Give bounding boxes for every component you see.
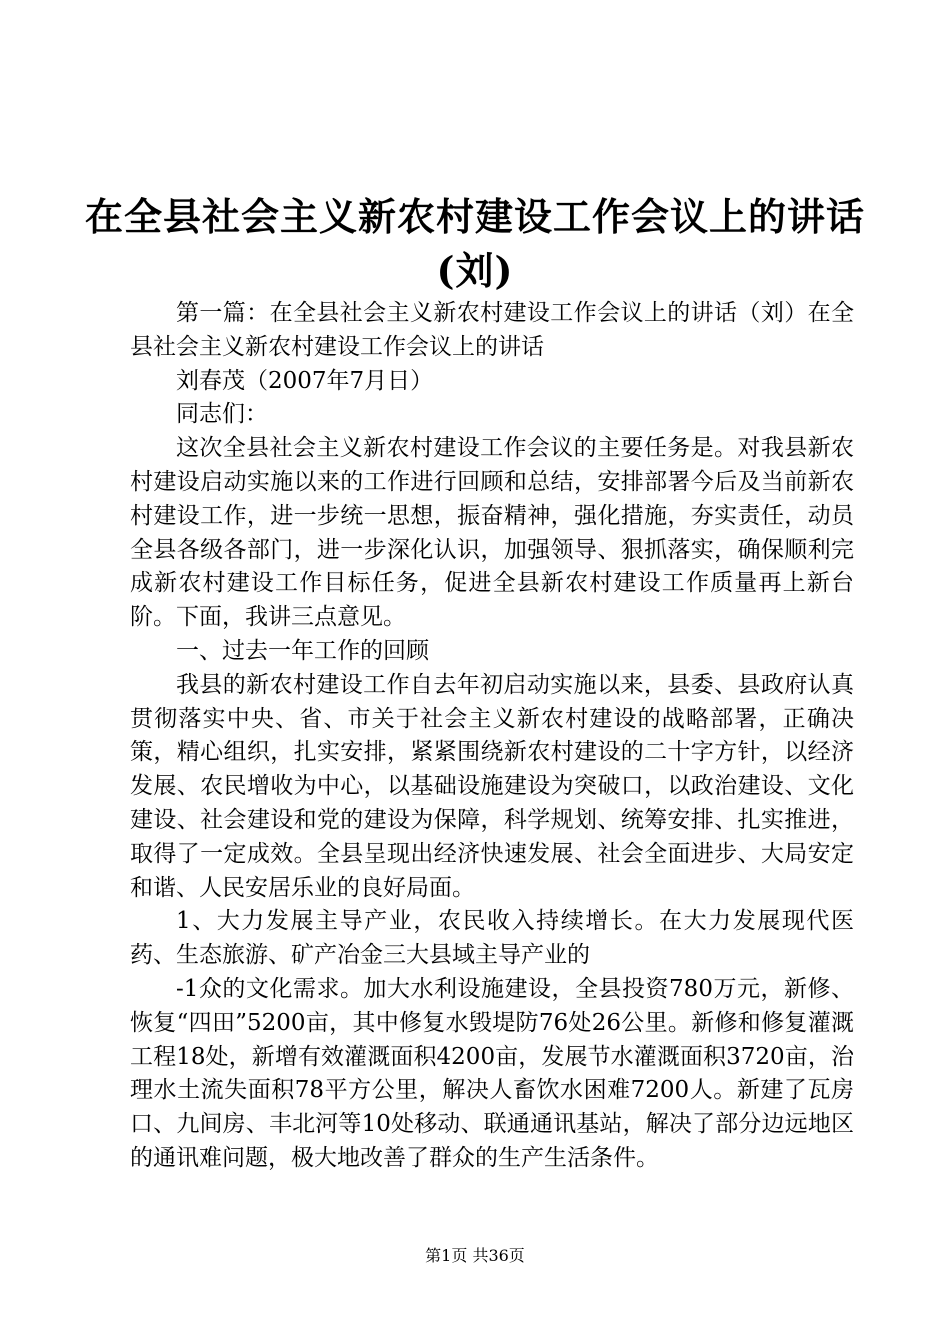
document-title-line-1: 在全县社会主义新农村建设工作会议上的讲话: [84, 194, 865, 239]
paragraph-author-date: 刘春茂（2007年7月日）: [176, 367, 434, 394]
document-title-line-2: (刘): [436, 248, 514, 293]
paragraph-point-1: 1、大力发展主导产业，农民收入持续增长。在大力发展现代医药、生态旅游、矿产冶金三大县域主导产业的: [130, 908, 854, 969]
page-number-footer: 第1页 共36页: [425, 1246, 525, 1265]
paragraph-intro: 这次全县社会主义新农村建设工作会议的主要任务是。对我县新农村建设启动实施以来的工作进行回顾和总结，安排部署今后及当前新农村建设工作，进一步统一思想，振奋精神，强化措施，夯实责任，动员全县各级各部门，进一步深化认识，加强领导、狠抓落实，确保顺利完成新农村建设工作目标任务，促进全县新农村建设工作质量再上新台阶。下面，我讲三点意见。: [130, 435, 854, 631]
document-body: [130, 297, 854, 1176]
paragraph-section-heading: 一、过去一年工作的回顾: [176, 637, 429, 664]
paragraph-salutation: 同志们：: [176, 401, 268, 428]
paragraph-review: 我县的新农村建设工作自去年初启动实施以来，县委、县政府认真贯彻落实中央、省、市关于社会主义新农村建设的战略部署，正确决策，精心组织，扎实安排，紧紧围绕新农村建设的二十字方针，以经济发展、农民增收为中心，以基础设施建设为突破口，以政治建设、文化建设、社会建设和党的建设为保障，科学规划、统筹安排、扎实推进，取得了一定成效。全县呈现出经济快速发展、社会全面进步、大局安定和谐、人民安居乐业的良好局面。: [130, 671, 854, 901]
paragraph-continuation: -1众的文化需求。加大水利设施建设，全县投资780万元，新修、恢复“四田”5200亩，其中修复水毁堤防76处26公里。新修和修复灌溉工程18处，新增有效灌溉面积4200亩，发展节水灌溉面积3720亩，治理水土流失面积78平方公里，解决人畜饮水困难7200人。新建了瓦房口、九间房、丰北河等10处移动、联通通讯基站，解决了部分边远地区的通讯难问题，极大地改善了群众的生产生活条件。: [130, 975, 854, 1171]
paragraph-heading: 第一篇：在全县社会主义新农村建设工作会议上的讲话（刘）在全县社会主义新农村建设工作会议上的讲话: [130, 300, 854, 360]
